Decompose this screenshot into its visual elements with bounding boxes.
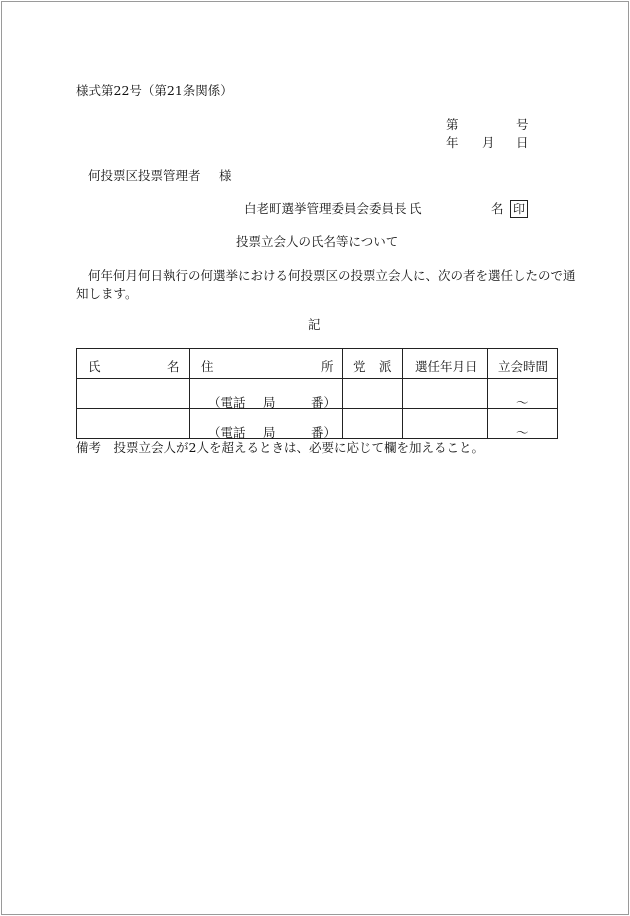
header-appointed-date — [403, 349, 488, 379]
tilde: ～ — [516, 425, 529, 440]
sender-shi: 氏 — [409, 201, 422, 216]
date-year: 年 — [446, 135, 459, 150]
page-frame — [1, 1, 629, 915]
cell-name — [77, 409, 190, 439]
header-address — [190, 349, 343, 379]
phone-ban: 番） — [311, 395, 337, 410]
date-day: 日 — [516, 135, 529, 150]
header-party-ha: 派 — [379, 359, 392, 374]
body-line-2: 知します。 — [76, 286, 138, 301]
cell-name — [77, 379, 190, 409]
doc-number-dai: 第 — [446, 117, 459, 132]
header-name — [77, 349, 190, 379]
date-month: 月 — [482, 135, 495, 150]
cell-appointed-date — [403, 409, 488, 439]
ki-heading: 記 — [308, 317, 321, 332]
table-header-row — [77, 349, 558, 379]
phone-open: （電話 — [208, 395, 246, 410]
table-row — [77, 409, 558, 439]
header-name-mei: 名 — [167, 359, 180, 374]
header-party — [343, 349, 403, 379]
body-line-1: 何年何月何日執行の何選挙における何投票区の投票立会人に、次の者を選任したので通 — [88, 268, 576, 283]
sender-mei: 名 — [491, 201, 504, 216]
addressee-honorific: 様 — [219, 168, 232, 183]
cell-appointed-date — [403, 379, 488, 409]
seal-mark: 印 — [510, 200, 528, 218]
header-party-to: 党 — [353, 359, 366, 374]
cell-address — [190, 409, 343, 439]
subject-title: 投票立会人の氏名等について — [236, 234, 399, 249]
cell-party — [343, 409, 403, 439]
phone-kyoku: 局 — [263, 395, 276, 410]
cell-attendance-hours — [488, 409, 558, 439]
phone-open: （電話 — [208, 425, 246, 440]
header-name-shi: 氏 — [88, 359, 101, 374]
header-appointed-date-label: 選任年月日 — [415, 359, 478, 374]
phone-ban: 番） — [311, 425, 337, 440]
note-remarks: 備考 投票立会人が2人を超えるときは、必要に応じて欄を加えること。 — [76, 440, 484, 455]
header-address-sho: 所 — [321, 359, 334, 374]
cell-attendance-hours — [488, 379, 558, 409]
header-attendance-hours-label: 立会時間 — [498, 359, 549, 374]
cell-address — [190, 379, 343, 409]
table-row — [77, 379, 558, 409]
phone-kyoku: 局 — [263, 425, 276, 440]
addressee-title: 何投票区投票管理者 — [88, 168, 201, 183]
doc-number-go: 号 — [516, 117, 529, 132]
tilde: ～ — [516, 395, 529, 410]
appointee-table — [76, 348, 558, 439]
header-address-ju: 住 — [201, 359, 214, 374]
form-number: 様式第22号（第21条関係） — [76, 83, 233, 98]
cell-party — [343, 379, 403, 409]
header-attendance-hours — [488, 349, 558, 379]
sender-org: 白老町選挙管理委員会委員長 — [244, 201, 407, 216]
